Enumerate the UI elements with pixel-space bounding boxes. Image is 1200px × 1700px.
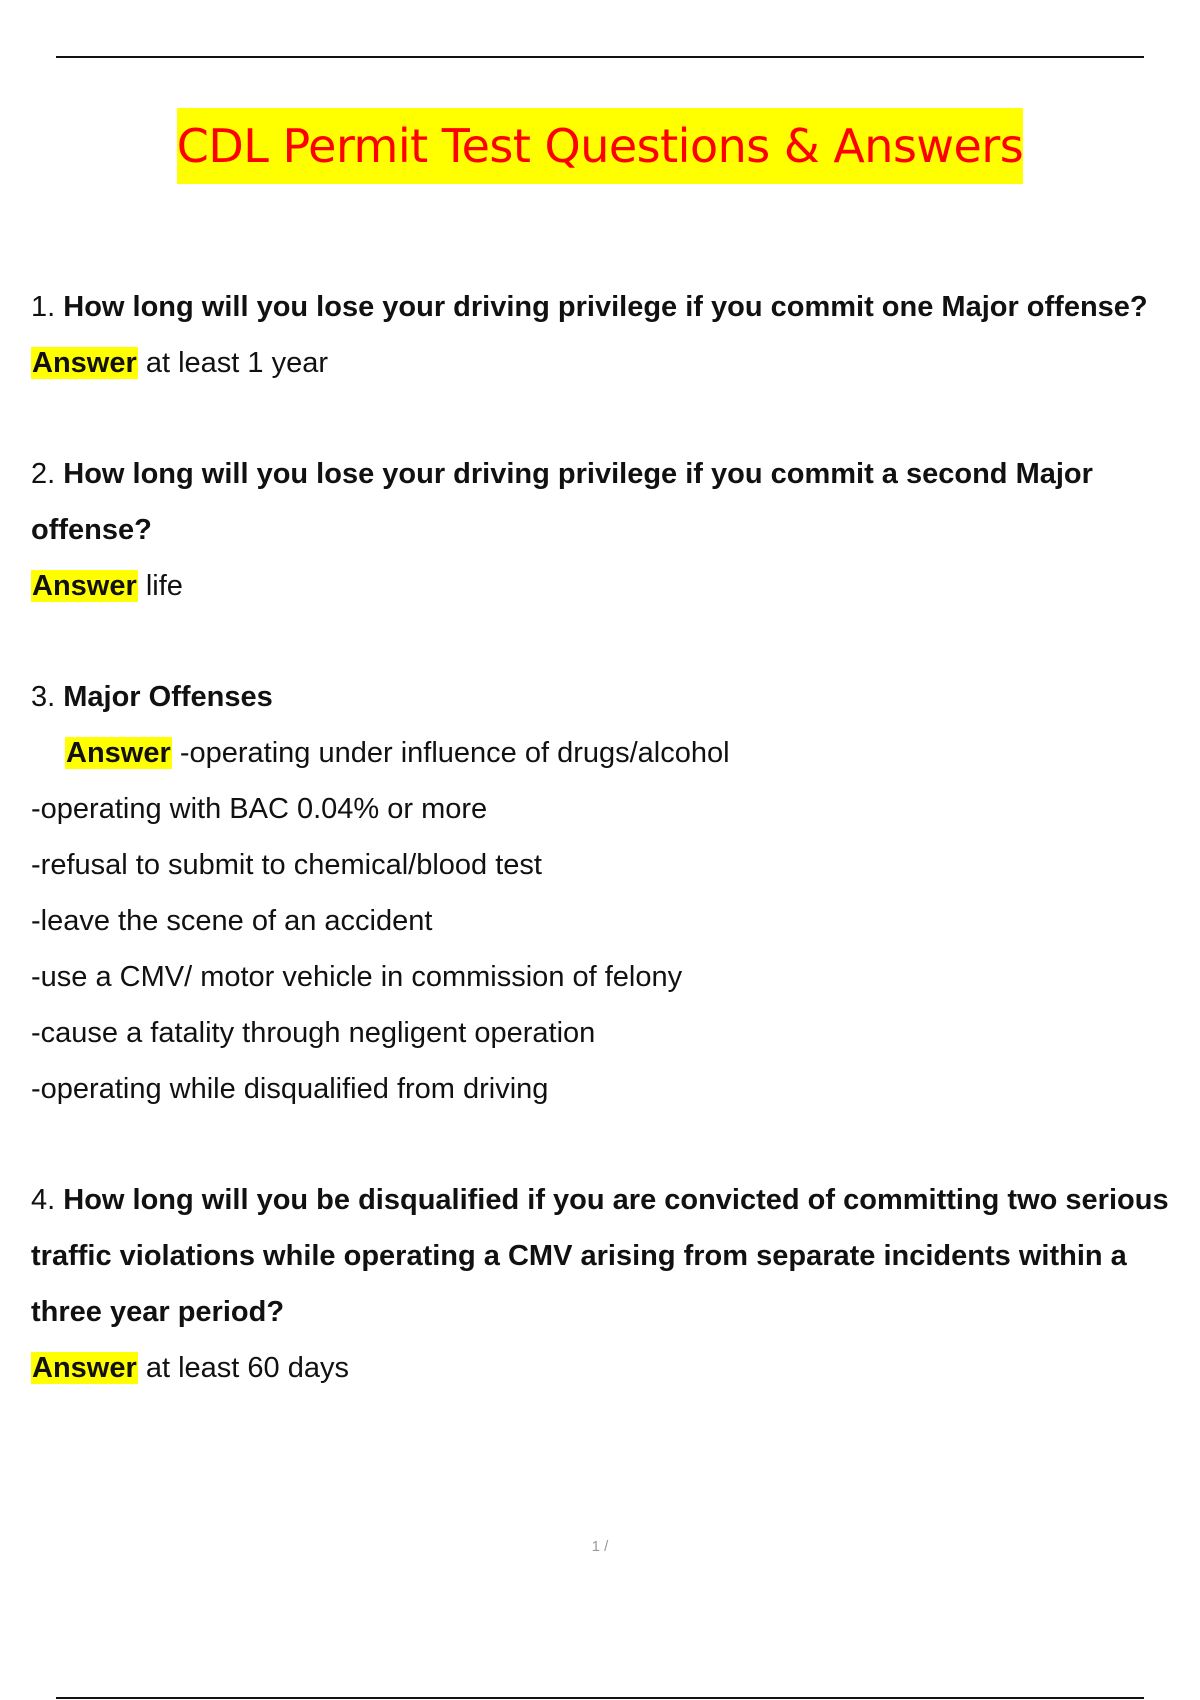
qa-item-3: [31, 669, 1200, 1117]
answer-list-item: -use a CMV/ motor vehicle in commission of felony: [31, 961, 683, 993]
question-text: How long will you be disqualified if you are convicted of committing two serious traffic violations while operating a CMV arising from separate incidents within a three year period?: [31, 1184, 1169, 1328]
question-text: How long will you lose your driving privilege if you commit one Major offense?: [63, 291, 1148, 323]
answer-label: Answer: [32, 347, 137, 379]
answer-text: -operating under influence of drugs/alcohol: [179, 737, 730, 769]
question-number: 1.: [31, 291, 56, 323]
question-number: 2.: [31, 458, 56, 490]
answer-list-item: -leave the scene of an accident: [31, 905, 433, 937]
qa-item-1: [31, 279, 1200, 391]
question-number: 3.: [31, 681, 56, 713]
answer-text: at least 60 days: [145, 1352, 349, 1384]
question: [31, 1172, 1200, 1340]
top-rule: [56, 56, 1144, 58]
question-number: 4.: [31, 1184, 56, 1216]
answer-label: Answer: [32, 570, 137, 602]
question: [31, 279, 1200, 335]
title-block: [0, 108, 1200, 184]
question: [31, 446, 1200, 558]
answer-text: at least 1 year: [145, 347, 328, 379]
answer: [31, 1340, 1200, 1396]
qa-item-4: [31, 1172, 1200, 1396]
answer-list-item: -refusal to submit to chemical/blood test: [31, 849, 542, 881]
answer-text: life: [145, 570, 183, 602]
answer-list-item: -operating while disqualified from driving: [31, 1073, 549, 1105]
answer: [31, 335, 1200, 391]
page-number: 1 /: [591, 1538, 609, 1555]
answer: [31, 725, 1200, 781]
qa-item-2: [31, 446, 1200, 614]
answer-list-item: -operating with BAC 0.04% or more: [31, 793, 488, 825]
answer-label: Answer: [66, 737, 171, 769]
question: [31, 669, 1200, 725]
answer-label: Answer: [32, 1352, 137, 1384]
qa-list: [31, 279, 1200, 1396]
question-text: Major Offenses: [63, 681, 273, 713]
answer: [31, 558, 1200, 614]
bottom-rule: [56, 1697, 1144, 1699]
question-text: How long will you lose your driving privilege if you commit a second Major offense?: [31, 458, 1093, 546]
answer-list-item: -cause a fatality through negligent operation: [31, 1017, 596, 1049]
document-title: CDL Permit Test Questions & Answers: [177, 108, 1023, 184]
